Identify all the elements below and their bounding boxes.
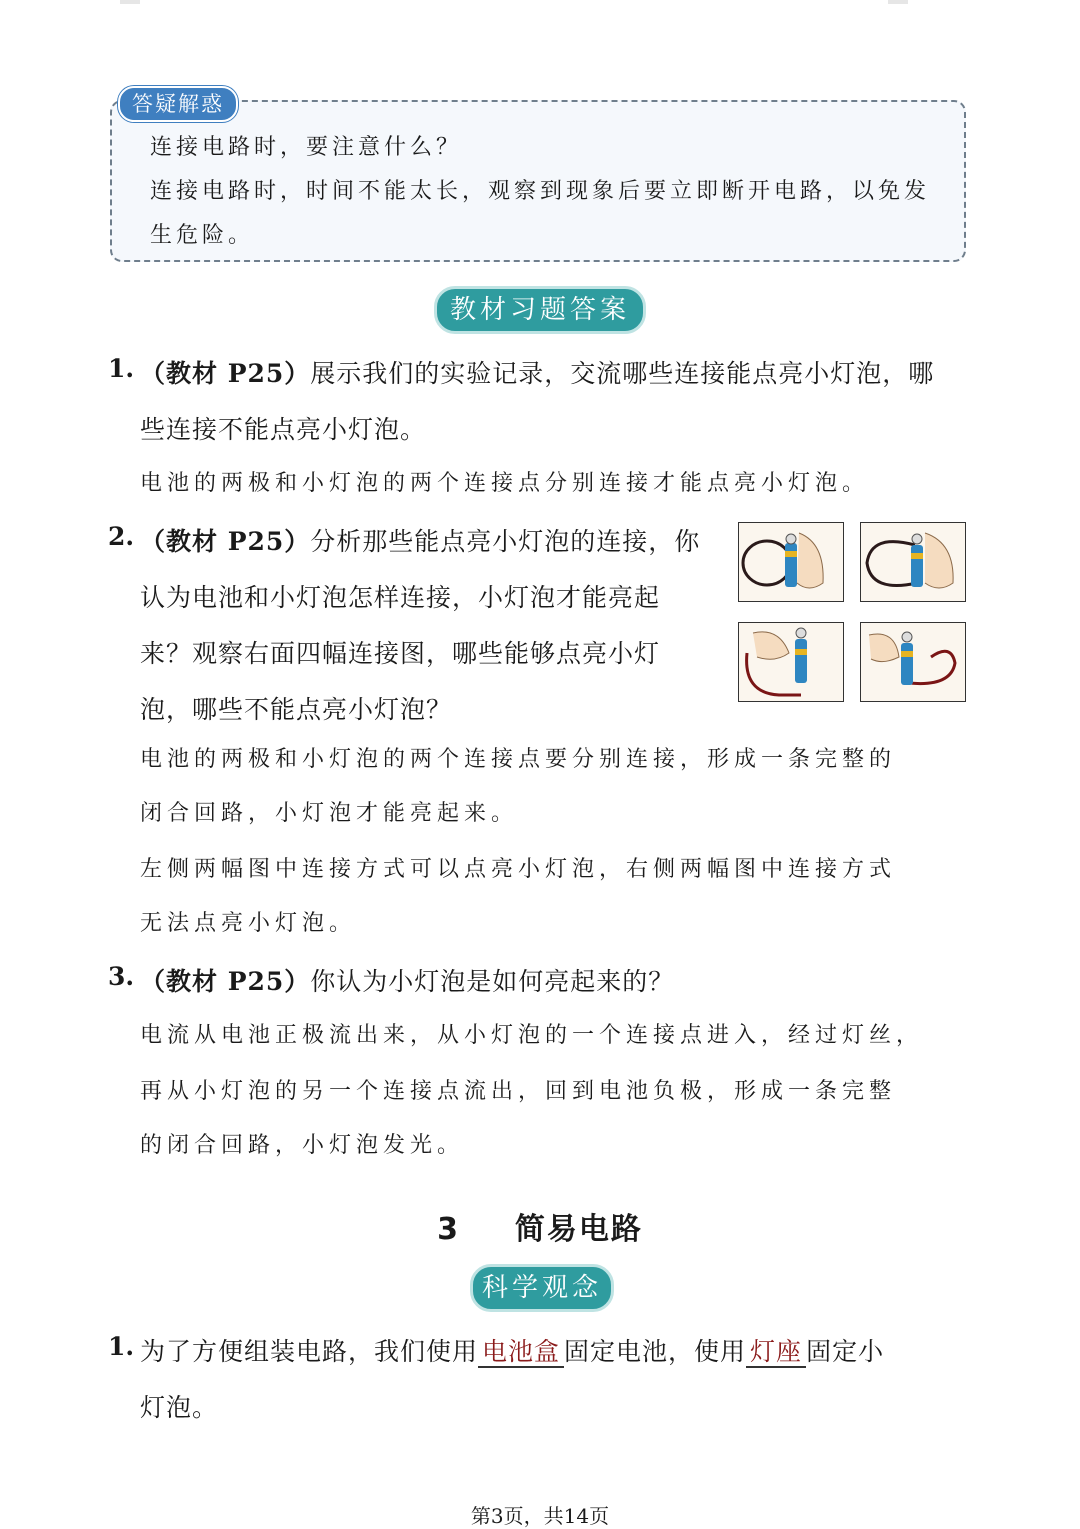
- circuit-photo-3: [738, 622, 844, 702]
- s1-line-1: [140, 1332, 884, 1368]
- q1-line-2: 些连接不能点亮小灯泡。: [140, 415, 427, 444]
- q1-number: 1.: [108, 354, 135, 383]
- circuit-photo-1: [738, 522, 844, 602]
- chapter-number: 3: [437, 1212, 460, 1247]
- q3-answer-line-2: 再从小灯泡的另一个连接点流出，回到电池负极，形成一条完整: [140, 1079, 897, 1104]
- chapter-heading: [0, 1204, 1080, 1248]
- chapter-title: 简易电路: [514, 1212, 643, 1247]
- qa-tag: 答疑解惑: [118, 86, 238, 122]
- s1-line-2: 灯泡。: [140, 1393, 219, 1422]
- q2-answer-line-2: 闭合回路，小灯泡才能亮起来。: [140, 801, 519, 826]
- circuit-photos: [738, 522, 966, 702]
- q2-ref: （教材 P25）: [140, 527, 311, 556]
- qa-question: 连接电路时，要注意什么？: [150, 135, 463, 160]
- q2-answer-line-4: 无法点亮小灯泡。: [140, 911, 357, 936]
- s1-number: 1.: [108, 1332, 135, 1361]
- s1-blank-battery-box: 电池盒: [478, 1337, 564, 1368]
- q3-ref: （教材 P25）: [140, 967, 311, 996]
- q3-answer-line-1: 电流从电池正极流出来，从小灯泡的一个连接点进入，经过灯丝，: [140, 1023, 924, 1048]
- qa-answer-line-1: 连接电路时，时间不能太长，观察到现象后要立即断开电路，以免发: [150, 179, 931, 204]
- page-top-edge: [0, 0, 1080, 6]
- section-title-science: 科学观念: [470, 1264, 614, 1312]
- s1-text-after: 固定小: [806, 1337, 885, 1366]
- circuit-photo-2: [860, 522, 966, 602]
- s1-text-before: 为了方便组装电路，我们使用: [140, 1337, 479, 1366]
- qa-answer-line-2: 生危险。: [150, 223, 255, 248]
- q2-line-4: 泡，哪些不能点亮小灯泡？: [140, 695, 453, 724]
- q2-number: 2.: [108, 522, 135, 551]
- q1-ref: （教材 P25）: [140, 359, 311, 388]
- q2-line-2: 认为电池和小灯泡怎样连接，小灯泡才能亮起: [140, 583, 661, 612]
- s1-text-middle: 固定电池，使用: [564, 1337, 747, 1366]
- page-footer: 第3页，共14页: [470, 1504, 610, 1528]
- q1-text-1: 展示我们的实验记录，交流哪些连接能点亮小灯泡，哪: [310, 359, 935, 388]
- q1-answer: 电池的两极和小灯泡的两个连接点分别连接才能点亮小灯泡。: [140, 471, 870, 496]
- q2-answer-line-3: 左侧两幅图中连接方式可以点亮小灯泡，右侧两幅图中连接方式: [140, 857, 897, 882]
- section-title-textbook: 教材习题答案: [434, 286, 646, 334]
- q3-answer-line-3: 的闭合回路，小灯泡发光。: [140, 1133, 465, 1158]
- q1-line-1: [140, 354, 934, 390]
- q3-number: 3.: [108, 962, 135, 991]
- circuit-photo-4: [860, 622, 966, 702]
- s1-blank-lamp-holder: 灯座: [746, 1337, 806, 1368]
- q2-text-1: 分析那些能点亮小灯泡的连接，你: [310, 527, 701, 556]
- q2-answer-line-1: 电池的两极和小灯泡的两个连接点要分别连接，形成一条完整的: [140, 747, 897, 772]
- q3-text-1: 你认为小灯泡是如何亮起来的？: [310, 967, 675, 996]
- q2-line-1: [140, 522, 700, 558]
- q2-line-3: 来？观察右面四幅连接图，哪些能够点亮小灯: [140, 639, 661, 668]
- q3-line-1: [140, 962, 674, 998]
